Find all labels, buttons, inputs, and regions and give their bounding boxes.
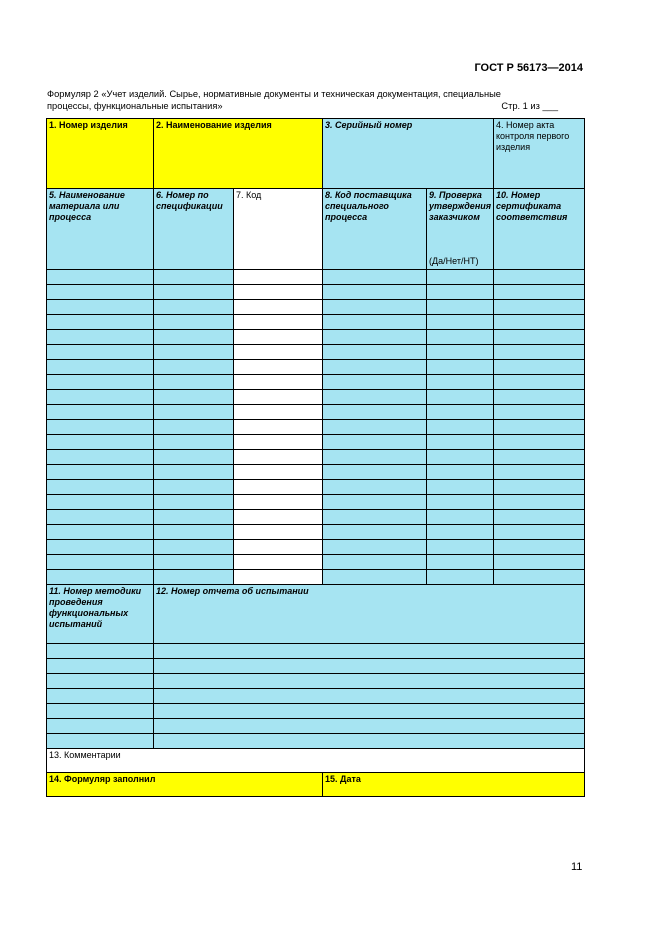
code-entry[interactable] [234,345,323,360]
page-reference: Стр. 1 из ___ [501,101,558,111]
certificate-number-entry[interactable] [494,450,585,465]
spec-number-entry[interactable] [154,345,234,360]
customer-approval-entry[interactable] [427,435,494,450]
test-row [47,689,585,704]
customer-approval-label: 9. Проверка утверждения заказчиком [429,190,492,222]
test-row [47,704,585,719]
material-name-entry[interactable] [47,405,154,420]
test-method-header [47,585,154,644]
material-name-entry[interactable] [47,540,154,555]
customer-approval-header [427,189,494,270]
material-name-entry[interactable] [47,525,154,540]
customer-approval-entry[interactable] [427,555,494,570]
material-name-entry[interactable] [47,555,154,570]
material-name-entry[interactable] [47,285,154,300]
test-method-entry[interactable] [47,734,154,749]
material-row [47,315,585,330]
filled-by-cell[interactable] [47,773,323,797]
customer-approval-entry[interactable] [427,525,494,540]
material-name-entry[interactable] [47,345,154,360]
certificate-number-entry[interactable] [494,420,585,435]
material-row [47,510,585,525]
material-name-entry[interactable] [47,480,154,495]
test-method-entry[interactable] [47,719,154,734]
material-row [47,570,585,585]
supplier-code-entry[interactable] [323,420,427,435]
customer-approval-entry[interactable] [427,510,494,525]
product-name-cell[interactable] [154,119,323,189]
code-entry[interactable] [234,465,323,480]
supplier-code-entry[interactable] [323,555,427,570]
material-name-entry[interactable] [47,465,154,480]
spec-number-entry[interactable] [154,435,234,450]
supplier-code-header [323,189,427,270]
supplier-code-entry[interactable] [323,525,427,540]
code-entry[interactable] [234,435,323,450]
code-entry[interactable] [234,375,323,390]
material-name-entry[interactable] [47,315,154,330]
customer-approval-entry[interactable] [427,480,494,495]
spec-number-entry[interactable] [154,420,234,435]
customer-approval-entry[interactable] [427,570,494,585]
supplier-code-entry[interactable] [323,405,427,420]
first-article-report-label: 4. Номер акта контроля первого изделия [496,120,570,152]
code-entry[interactable] [234,390,323,405]
supplier-code-entry[interactable] [323,315,427,330]
supplier-code-entry[interactable] [323,300,427,315]
material-row [47,330,585,345]
customer-approval-entry[interactable] [427,450,494,465]
code-entry[interactable] [234,300,323,315]
supplier-code-entry[interactable] [323,570,427,585]
spec-number-entry[interactable] [154,405,234,420]
certificate-number-entry[interactable] [494,330,585,345]
material-row [47,360,585,375]
product-name-label: 2. Наименование изделия [156,120,272,130]
material-name-entry[interactable] [47,270,154,285]
test-method-entry[interactable] [47,644,154,659]
certificate-number-entry[interactable] [494,525,585,540]
material-row [47,450,585,465]
spec-number-entry[interactable] [154,510,234,525]
certificate-number-entry[interactable] [494,345,585,360]
certificate-number-entry[interactable] [494,480,585,495]
customer-approval-entry[interactable] [427,375,494,390]
certificate-number-label: 10. Номер сертификата соответствия [496,190,568,222]
material-name-entry[interactable] [47,495,154,510]
test-method-entry[interactable] [47,689,154,704]
material-name-entry[interactable] [47,375,154,390]
test-report-entry[interactable] [154,689,585,704]
test-method-label: 11. Номер методики проведения функциональных испытаний [49,586,142,629]
spec-number-entry[interactable] [154,300,234,315]
material-row [47,420,585,435]
code-entry[interactable] [234,555,323,570]
material-name-entry[interactable] [47,390,154,405]
material-name-entry[interactable] [47,435,154,450]
certificate-number-entry[interactable] [494,570,585,585]
spec-number-entry[interactable] [154,315,234,330]
supplier-code-label: 8. Код поставщика специального процесса [325,190,412,222]
certificate-number-entry[interactable] [494,540,585,555]
test-method-entry[interactable] [47,704,154,719]
spec-number-header [154,189,234,270]
record-form-table [46,118,585,797]
customer-approval-entry[interactable] [427,285,494,300]
certificate-number-entry[interactable] [494,315,585,330]
supplier-code-entry[interactable] [323,450,427,465]
page-number: 11 [571,861,583,873]
spec-number-entry[interactable] [154,375,234,390]
comments-cell[interactable] [47,749,585,773]
material-row [47,405,585,420]
code-entry[interactable] [234,510,323,525]
material-row [47,390,585,405]
supplier-code-entry[interactable] [323,510,427,525]
certificate-number-entry[interactable] [494,495,585,510]
customer-approval-entry[interactable] [427,420,494,435]
spec-number-entry[interactable] [154,480,234,495]
material-row [47,345,585,360]
product-number-cell[interactable] [47,119,154,189]
test-method-entry[interactable] [47,674,154,689]
test-report-header [154,585,585,644]
code-entry[interactable] [234,330,323,345]
material-row [47,495,585,510]
supplier-code-entry[interactable] [323,495,427,510]
certificate-number-entry[interactable] [494,510,585,525]
certificate-number-entry[interactable] [494,555,585,570]
test-report-label: 12. Номер отчета об испытании [156,586,309,596]
spec-number-entry[interactable] [154,330,234,345]
material-row [47,300,585,315]
test-method-entry[interactable] [47,659,154,674]
date-cell[interactable] [323,773,585,797]
test-report-entry[interactable] [154,719,585,734]
supplier-code-entry[interactable] [323,270,427,285]
customer-approval-entry[interactable] [427,360,494,375]
certificate-number-entry[interactable] [494,465,585,480]
material-name-entry[interactable] [47,570,154,585]
material-row [47,480,585,495]
material-row [47,435,585,450]
code-entry[interactable] [234,285,323,300]
test-report-entry[interactable] [154,644,585,659]
certificate-number-entry[interactable] [494,285,585,300]
certificate-number-entry[interactable] [494,375,585,390]
material-name-entry[interactable] [47,420,154,435]
supplier-code-entry[interactable] [323,390,427,405]
customer-approval-entry[interactable] [427,315,494,330]
test-report-entry[interactable] [154,734,585,749]
test-row [47,719,585,734]
code-entry[interactable] [234,420,323,435]
spec-number-entry[interactable] [154,450,234,465]
certificate-number-entry[interactable] [494,360,585,375]
test-report-entry[interactable] [154,659,585,674]
certificate-number-entry[interactable] [494,390,585,405]
spec-number-label: 6. Номер по спецификации [156,190,223,211]
test-row [47,734,585,749]
spec-number-entry[interactable] [154,465,234,480]
code-entry[interactable] [234,270,323,285]
code-entry[interactable] [234,540,323,555]
standard-number: ГОСТ Р 56173—2014 [474,62,583,74]
supplier-code-entry[interactable] [323,480,427,495]
customer-approval-entry[interactable] [427,270,494,285]
code-entry[interactable] [234,405,323,420]
customer-approval-entry[interactable] [427,390,494,405]
material-row [47,540,585,555]
material-row [47,525,585,540]
serial-number-label: 3. Серийный номер [325,120,413,130]
certificate-number-entry[interactable] [494,270,585,285]
form-title [47,88,583,112]
form-title-line2: процессы, функциональные испытания» [47,101,223,111]
material-row [47,270,585,285]
spec-number-entry[interactable] [154,540,234,555]
test-row [47,644,585,659]
supplier-code-entry[interactable] [323,285,427,300]
spec-number-entry[interactable] [154,525,234,540]
approval-values-hint: (Да/Нет/НТ) [429,256,479,266]
customer-approval-entry[interactable] [427,465,494,480]
spec-number-entry[interactable] [154,555,234,570]
filled-by-label: 14. Формуляр заполнил [49,774,156,784]
material-name-entry[interactable] [47,300,154,315]
material-name-entry[interactable] [47,360,154,375]
spec-number-entry[interactable] [154,360,234,375]
material-name-entry[interactable] [47,510,154,525]
material-row [47,285,585,300]
spec-number-entry[interactable] [154,495,234,510]
test-report-entry[interactable] [154,704,585,719]
customer-approval-entry[interactable] [427,300,494,315]
supplier-code-entry[interactable] [323,540,427,555]
first-article-report-cell[interactable] [494,119,585,189]
supplier-code-entry[interactable] [323,435,427,450]
certificate-number-entry[interactable] [494,300,585,315]
customer-approval-entry[interactable] [427,405,494,420]
material-name-header [47,189,154,270]
code-label: 7. Код [236,190,262,200]
comments-label: 13. Комментарии [49,750,121,760]
material-row [47,465,585,480]
code-entry[interactable] [234,360,323,375]
code-entry[interactable] [234,450,323,465]
code-header [234,189,323,270]
material-row [47,555,585,570]
customer-approval-entry[interactable] [427,330,494,345]
spec-number-entry[interactable] [154,390,234,405]
product-number-label: 1. Номер изделия [49,120,128,130]
certificate-number-entry[interactable] [494,435,585,450]
supplier-code-entry[interactable] [323,345,427,360]
supplier-code-entry[interactable] [323,360,427,375]
customer-approval-entry[interactable] [427,540,494,555]
material-row [47,375,585,390]
supplier-code-entry[interactable] [323,375,427,390]
spec-number-entry[interactable] [154,570,234,585]
serial-number-cell[interactable] [323,119,494,189]
spec-number-entry[interactable] [154,285,234,300]
supplier-code-entry[interactable] [323,330,427,345]
code-entry[interactable] [234,315,323,330]
customer-approval-entry[interactable] [427,345,494,360]
material-name-entry[interactable] [47,450,154,465]
test-row [47,659,585,674]
code-entry[interactable] [234,495,323,510]
date-label: 15. Дата [325,774,361,784]
code-entry[interactable] [234,480,323,495]
test-report-entry[interactable] [154,674,585,689]
form-title-line1: Формуляр 2 «Учет изделий. Сырье, нормативные документы и техническая документация, специальные [47,89,501,99]
spec-number-entry[interactable] [154,270,234,285]
material-name-label: 5. Наименование материала или процесса [49,190,125,222]
material-name-entry[interactable] [47,330,154,345]
code-entry[interactable] [234,525,323,540]
certificate-number-entry[interactable] [494,405,585,420]
code-entry[interactable] [234,570,323,585]
supplier-code-entry[interactable] [323,465,427,480]
customer-approval-entry[interactable] [427,495,494,510]
certificate-number-header [494,189,585,270]
test-row [47,674,585,689]
